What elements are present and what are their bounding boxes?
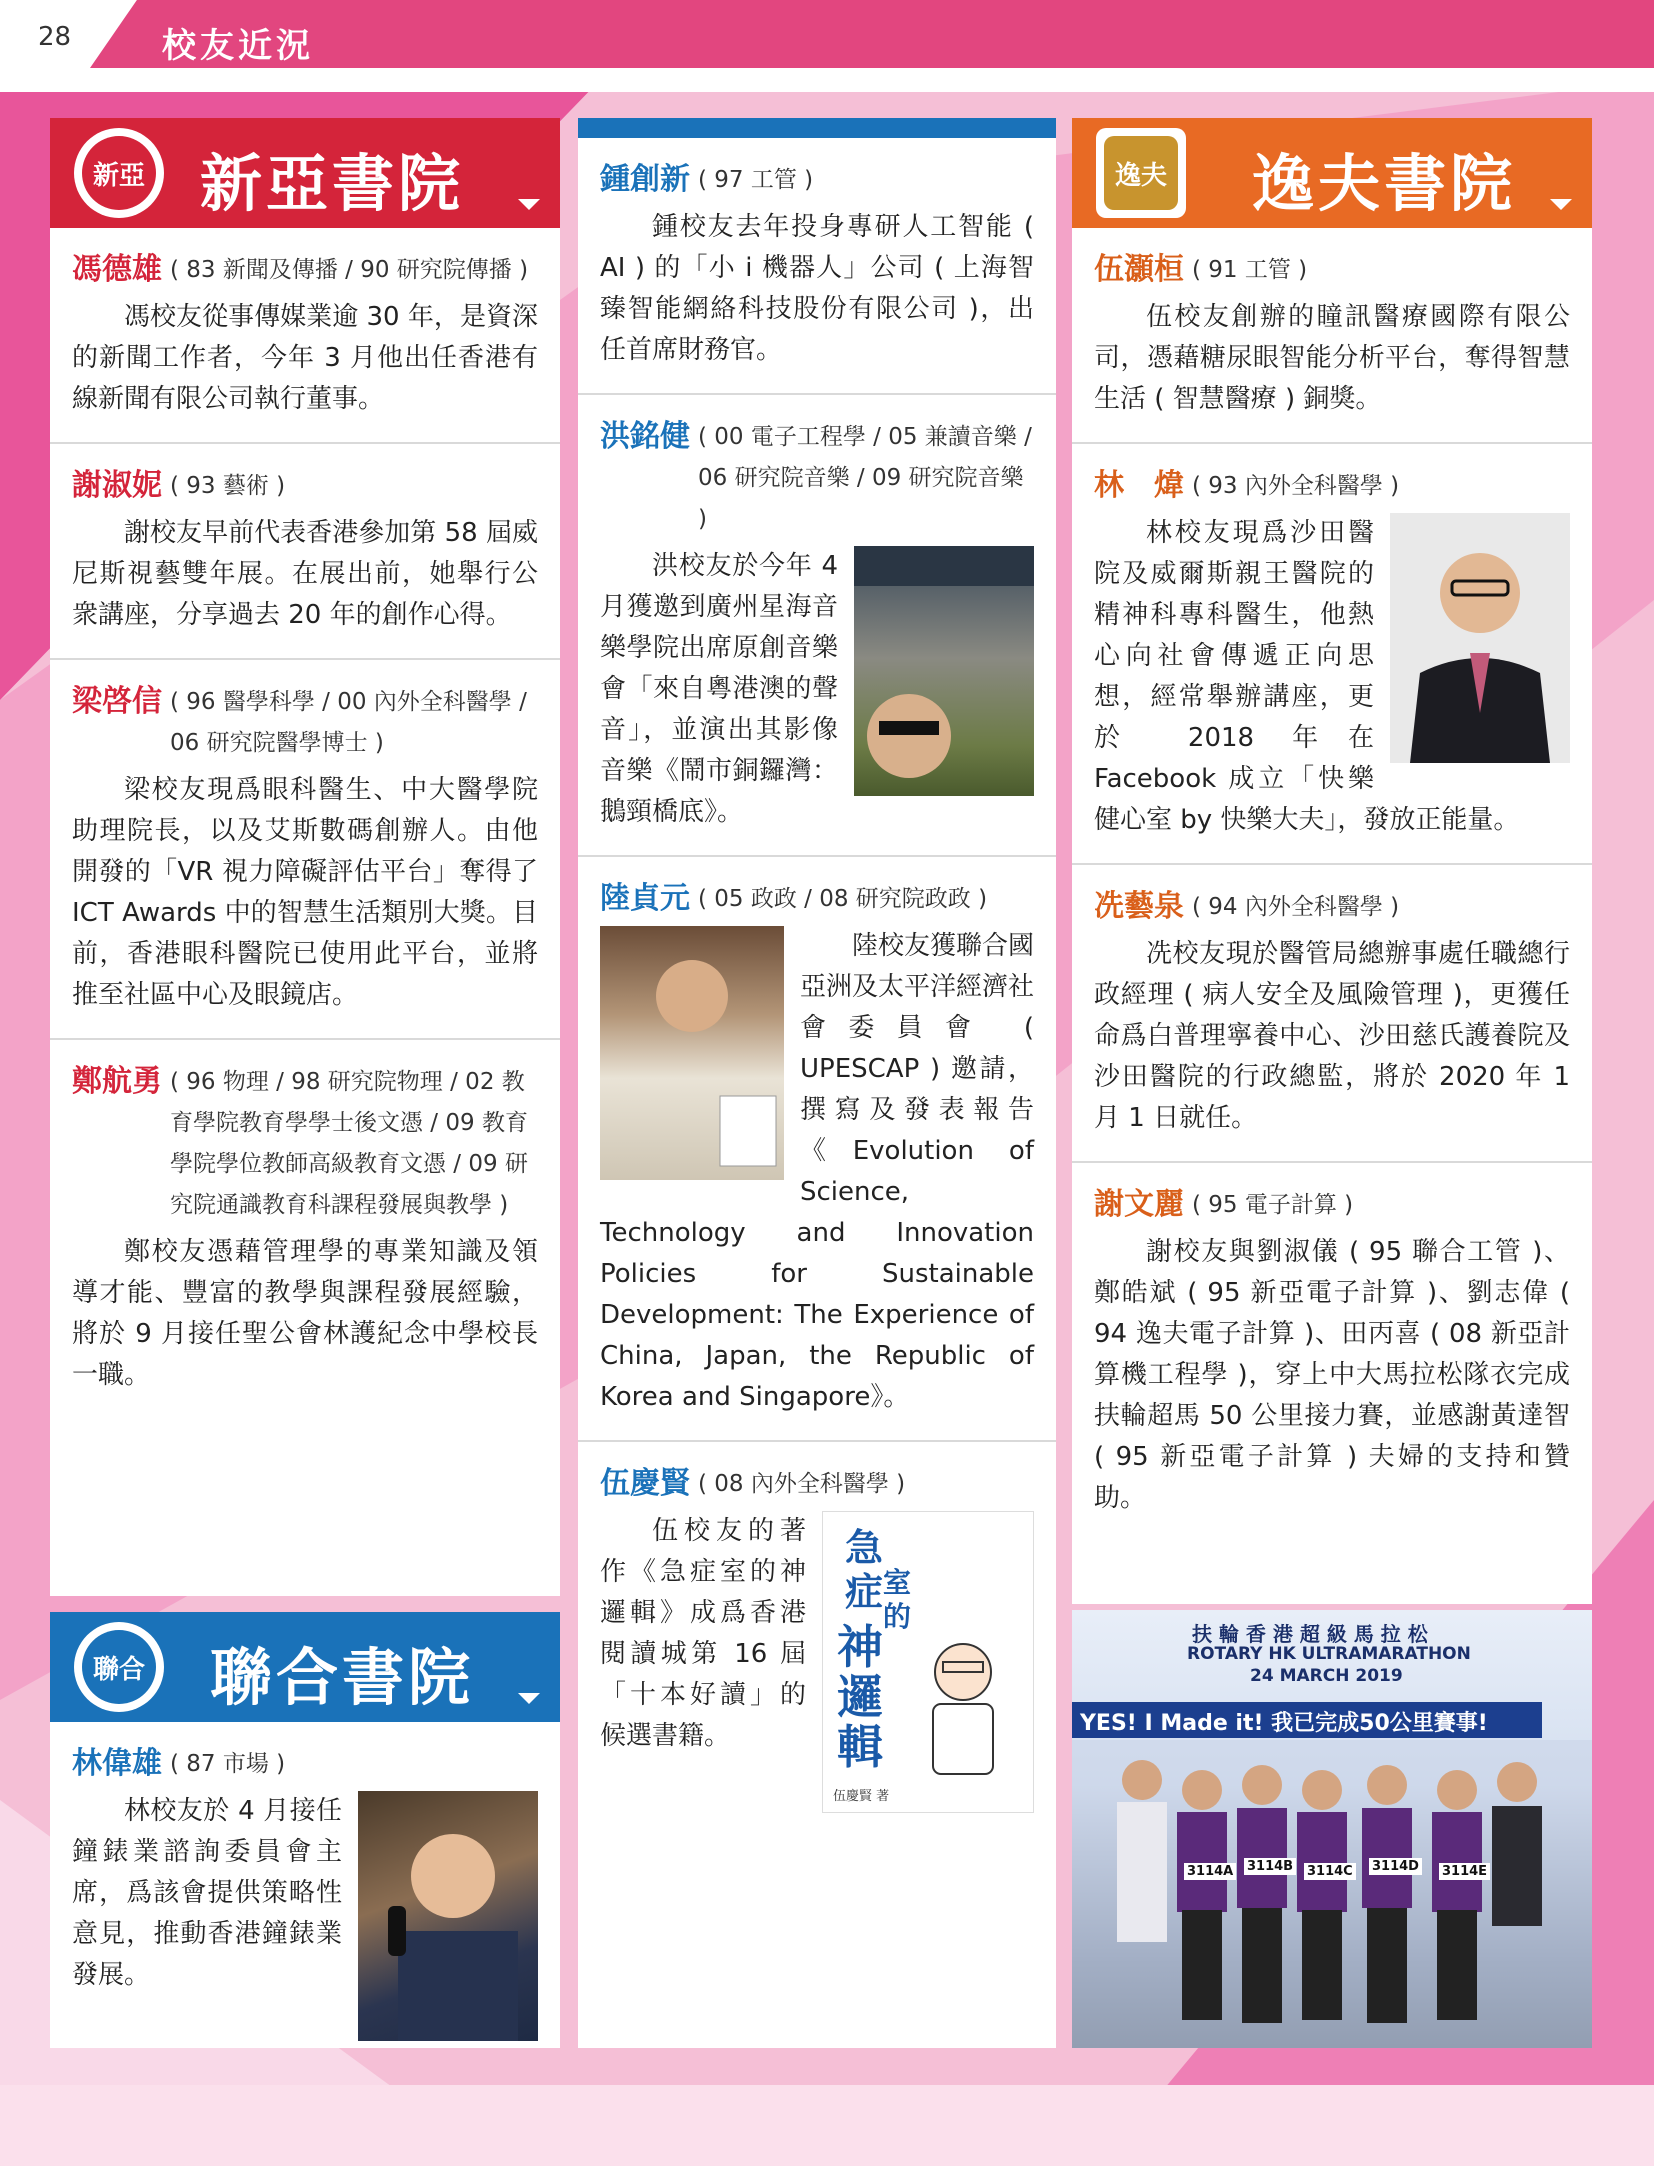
chevron-down-icon bbox=[1550, 199, 1572, 210]
alumni-entry bbox=[1072, 1161, 1592, 1519]
alumni-entry bbox=[578, 160, 1056, 371]
new-asia-logo-icon: 新亞 bbox=[74, 128, 164, 218]
concert-photo bbox=[854, 546, 1034, 796]
race-bib: 3114D bbox=[1369, 1858, 1422, 1875]
new-asia-header bbox=[50, 118, 560, 228]
alumni-body: 林校友現爲沙田醫院及威爾斯親王醫院的精神科專科醫生，他熱心向社會傳遞正向思想，經常舉辦講座，更於 2018 年在 Facebook 成立「快樂健心室 by 快樂大夫」，發放正能量。 bbox=[1094, 518, 1520, 835]
race-bib: 3114B bbox=[1244, 1858, 1296, 1875]
alumni-meta: ( 83 新聞及傳播 / 90 研究院傳播 ) bbox=[170, 257, 529, 283]
alumni-entry bbox=[1072, 442, 1592, 841]
race-bib: 3114A bbox=[1184, 1863, 1236, 1880]
alumni-entry bbox=[50, 1038, 560, 1396]
shaw-title: 逸夫書院 bbox=[1252, 147, 1517, 220]
shaw-logo-icon: 逸夫 bbox=[1096, 128, 1186, 218]
marathon-photo bbox=[1072, 1610, 1592, 2048]
alumni-meta: ( 93 內外全科醫學 ) bbox=[1192, 473, 1400, 499]
alumni-body: 冼校友現於醫管局總辦事處任職總行政經理 ( 病人安全及風險管理 )，更獲任命爲白普理寧養中心、沙田慈氏護養院及沙田醫院的行政總監，將於 2020 年 1 月 1 日就任。 bbox=[1094, 939, 1570, 1133]
alumni-meta: ( 96 物理 / 98 研究院物理 / 02 教育學院教育學學士後文憑 / 09 教育學院學位教師高級教育文憑 / 09 研究院通識教育科課程發展與教學 ) bbox=[170, 1069, 528, 1218]
race-bib: 3114E bbox=[1439, 1863, 1490, 1880]
alumni-name: 伍灝桓 bbox=[1094, 252, 1184, 287]
alumni-body: 謝校友早前代表香港參加第 58 屆威尼斯視藝雙年展。在展出前，她舉行公衆講座，分享過去 20 年的創作心得。 bbox=[72, 518, 538, 630]
chevron-down-icon bbox=[518, 1693, 540, 1704]
alumni-body: 鍾校友去年投身專研人工智能 ( AI ) 的「小 i 機器人」公司 ( 上海智臻智能網絡科技股份有限公司 )，出任首席財務官。 bbox=[600, 212, 1034, 365]
portrait-photo bbox=[358, 1791, 538, 2041]
doctor-illustration-icon bbox=[903, 1632, 1023, 1792]
book-title-a: 急症 bbox=[845, 1526, 884, 1614]
shaw-header bbox=[1072, 118, 1592, 228]
book-title-b: 室的 bbox=[883, 1566, 912, 1633]
section-title: 校友近況 bbox=[162, 26, 314, 66]
alumni-meta: ( 05 政政 / 08 研究院政政 ) bbox=[698, 886, 988, 912]
alumni-meta: ( 91 工管 ) bbox=[1192, 257, 1308, 283]
alumni-meta: ( 97 工管 ) bbox=[698, 167, 814, 193]
alumni-body: 鄭校友憑藉管理學的專業知識及領導才能、豐富的教學與課程發展經驗，將於 9 月接任聖公會林護紀念中學校長一職。 bbox=[72, 1237, 538, 1390]
alumni-entry bbox=[50, 658, 560, 1016]
alumni-body: 洪校友於今年 4 月獲邀到廣州星海音樂學院出席原創音樂會「來自粵港澳的聲音」，並演出其影像音樂《鬧市銅鑼灣：鵝頸橋底》。 bbox=[600, 551, 838, 827]
alumni-entry bbox=[578, 393, 1056, 833]
united-logo-icon: 聯合 bbox=[74, 1622, 164, 1712]
alumni-body: 伍校友創辦的瞳訊醫療國際有限公司，憑藉糖尿眼智能分析平台，奪得智慧生活 ( 智慧醫療 ) 銅獎。 bbox=[1094, 302, 1570, 414]
alumni-body: 伍校友的著作《急症室的神邏輯》成爲香港閱讀城第 16 屆「十本好讀」的候選書籍。 bbox=[600, 1516, 806, 1751]
marathon-date: 24 MARCH 2019 bbox=[1250, 1666, 1403, 1686]
runners-illustration bbox=[1072, 1740, 1592, 2048]
top-bar bbox=[578, 118, 1056, 138]
alumni-name: 伍慶賢 bbox=[600, 1466, 690, 1501]
header-band bbox=[90, 0, 1654, 68]
marathon-banner-text: YES! I Made it! 我已完成50公里賽事! bbox=[1080, 1711, 1488, 1736]
book-title-c: 神邏輯 bbox=[837, 1620, 883, 1774]
alumni-entry bbox=[1072, 863, 1592, 1139]
alumni-meta: ( 96 醫學科學 / 00 內外全科醫學 / 06 研究院醫學博士 ) bbox=[170, 689, 527, 756]
marathon-banner bbox=[1072, 1702, 1542, 1738]
alumni-body: 馮校友從事傳媒業逾 30 年，是資深的新聞工作者，今年 3 月他出任香港有線新聞有限公司執行董事。 bbox=[72, 302, 538, 414]
page-number: 28 bbox=[38, 22, 72, 52]
page-header bbox=[0, 0, 1654, 92]
new-asia-column bbox=[50, 118, 560, 1596]
alumni-name: 馮德雄 bbox=[72, 252, 162, 287]
alumni-name: 鍾創新 bbox=[600, 162, 690, 197]
alumni-name: 鄭航勇 bbox=[72, 1064, 162, 1099]
alumni-entry bbox=[50, 442, 560, 636]
alumni-name: 梁啓信 bbox=[72, 684, 162, 719]
alumni-name: 冼藝泉 bbox=[1094, 889, 1184, 924]
alumni-name: 謝淑妮 bbox=[72, 468, 162, 503]
marathon-title-zh: 扶 輪 香 港 超 級 馬 拉 松 bbox=[1192, 1622, 1428, 1646]
portrait-photo bbox=[1390, 513, 1570, 763]
alumni-meta: ( 95 電子計算 ) bbox=[1192, 1192, 1354, 1218]
book-cover bbox=[822, 1511, 1034, 1813]
middle-column bbox=[578, 118, 1056, 2048]
alumni-name: 林 煒 bbox=[1094, 468, 1184, 503]
alumni-entry bbox=[50, 1744, 560, 1996]
alumni-entry bbox=[50, 250, 560, 420]
alumni-body: 梁校友現爲眼科醫生、中大醫學院助理院長，以及艾斯數碼創辦人。由他開發的「VR 視力障礙評估平台」奪得了 ICT Awards 中的智慧生活類別大獎。目前，香港眼科醫院已使用此平台，並將推至社區中心及眼鏡店。 bbox=[72, 775, 538, 1010]
united-title: 聯合書院 bbox=[210, 1641, 475, 1714]
alumni-name: 林偉雄 bbox=[72, 1746, 162, 1781]
alumni-entry bbox=[1072, 250, 1592, 420]
race-bib: 3114C bbox=[1304, 1863, 1356, 1880]
alumni-name: 謝文麗 bbox=[1094, 1187, 1184, 1222]
new-asia-title: 新亞書院 bbox=[200, 147, 465, 220]
united-header bbox=[50, 1612, 560, 1722]
chevron-down-icon bbox=[518, 199, 540, 210]
alumni-meta: ( 08 內外全科醫學 ) bbox=[698, 1471, 906, 1497]
marathon-title-en: ROTARY HK ULTRAMARATHON bbox=[1187, 1644, 1471, 1664]
alumni-body: 謝校友與劉淑儀 ( 95 聯合工管 )、鄭皓斌 ( 95 新亞電子計算 )、劉志偉 ( 94 逸夫電子計算 )、田丙喜 ( 08 新亞計算機工程學 )，穿上中大馬拉松隊衣完成扶輪超馬 50 公里接力賽，並感謝黃達智 ( 95 新亞電子計算 ) 夫婦的支持和贊助。 bbox=[1094, 1237, 1570, 1513]
alumni-meta: ( 93 藝術 ) bbox=[170, 473, 286, 499]
alumni-entry bbox=[578, 1440, 1056, 1804]
book-author: 伍慶賢 著 bbox=[833, 1789, 890, 1804]
shaw-column bbox=[1072, 118, 1592, 1604]
united-column bbox=[50, 1612, 560, 2048]
report-photo bbox=[600, 926, 784, 1180]
alumni-meta: ( 87 市場 ) bbox=[170, 1751, 286, 1777]
alumni-name: 洪銘健 bbox=[600, 419, 690, 454]
alumni-meta: ( 00 電子工程學 / 05 兼讀音樂 / 06 研究院音樂 / 09 研究院音樂 ) bbox=[698, 424, 1032, 532]
alumni-name: 陸貞元 bbox=[600, 881, 690, 916]
alumni-meta: ( 94 內外全科醫學 ) bbox=[1192, 894, 1400, 920]
alumni-body: 陸校友獲聯合國亞洲及太平洋經濟社會委員會 ( UPESCAP ) 邀請，撰寫及發表報告《Evolution of Science, Technology and Innovation Policies for Sustainable Development: The Experience of China, Japan, the Republic of Korea and Singapore》。 bbox=[600, 931, 1035, 1412]
alumni-entry bbox=[578, 855, 1056, 1418]
alumni-body: 林校友於 4 月接任鐘錶業諮詢委員會主席，爲該會提供策略性意見，推動香港鐘錶業發展。 bbox=[72, 1796, 342, 1990]
